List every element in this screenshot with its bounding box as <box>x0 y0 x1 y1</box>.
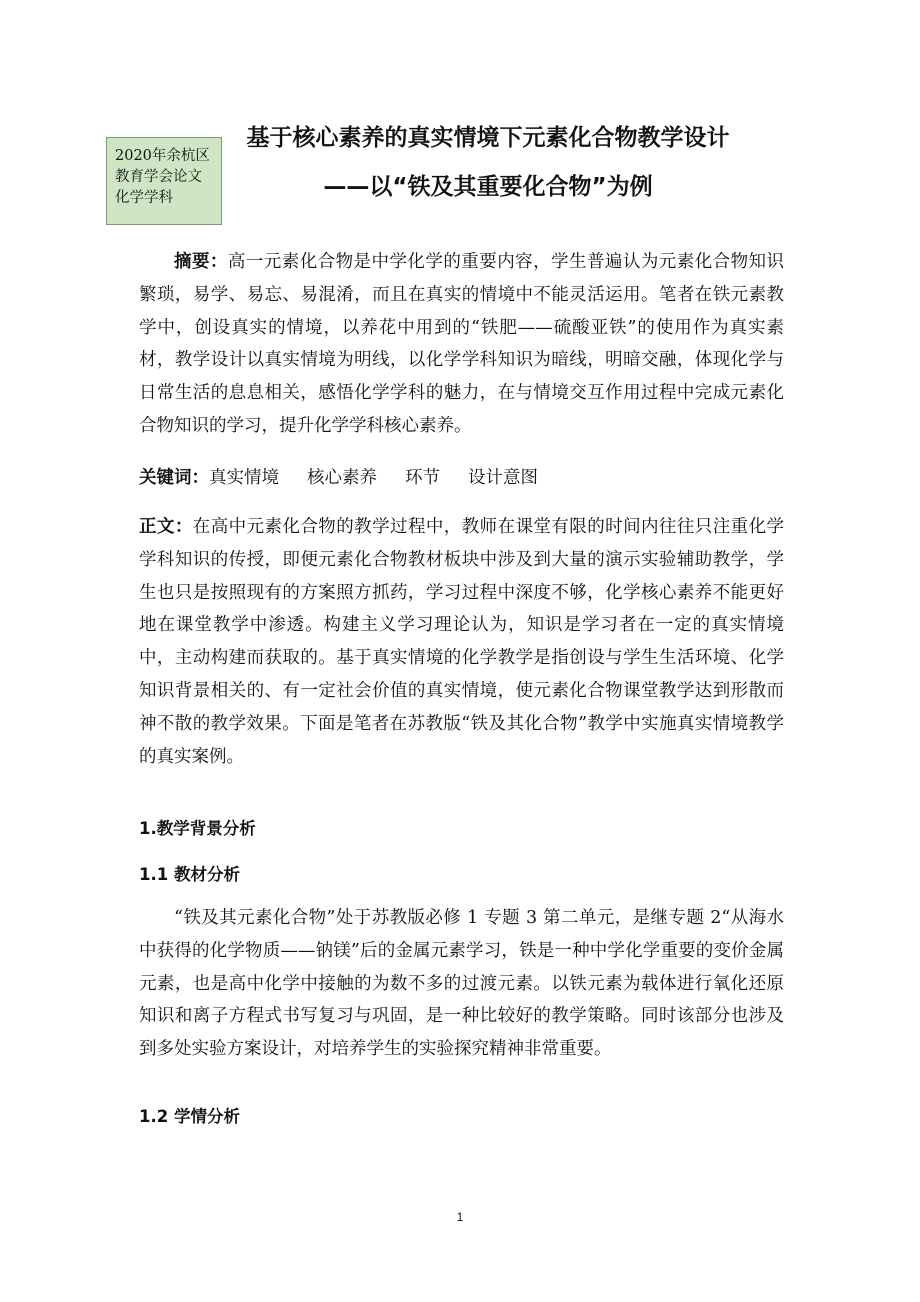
abstract-label: 摘要： <box>174 252 228 272</box>
body-label: 正文： <box>139 517 193 537</box>
body-paragraph <box>139 511 784 773</box>
keywords-line <box>139 462 784 495</box>
keywords-label: 关键词： <box>139 468 209 488</box>
section-heading-1: 1.教学背景分析 <box>139 819 256 838</box>
keyword-item: 核心素养 <box>307 468 377 488</box>
section-heading-1-1: 1.1 教材分析 <box>139 865 240 884</box>
keyword-item: 环节 <box>405 468 440 488</box>
paper-title: 基于核心素养的真实情境下元素化合物教学设计 <box>246 125 730 151</box>
keyword-item: 设计意图 <box>468 468 538 488</box>
section-heading-1-2: 1.2 学情分析 <box>139 1107 240 1126</box>
stamp-line-3: 化学学科 <box>115 190 173 206</box>
paper-subtitle: ——以“铁及其重要化合物”为例 <box>323 174 653 200</box>
keyword-item: 真实情境 <box>209 468 279 488</box>
stamp-line-2: 教育学会论文 <box>115 169 202 185</box>
stamp-line-1: 2020年余杭区 <box>115 148 210 164</box>
page-number: 1 <box>456 1210 464 1224</box>
abstract-text: 高一元素化合物是中学化学的重要内容，学生普遍认为元素化合物知识繁琐，易学、易忘、易混淆，而且在真实的情境中不能灵活运用。笔者在铁元素教学中，创设真实的情境，以养花中用到的“铁肥——硫酸亚铁”的使用作为真实素材，教学设计以真实情境为明线，以化学学科知识为暗线，明暗交融，体现化学与日常生活的息息相关，感悟化学学科的魅力，在与情境交互作用过程中完成元素化合物知识的学习，提升化学学科核心素养。 <box>139 252 785 436</box>
section-1-1-paragraph: “铁及其元素化合物”处于苏教版必修 1 专题 3 第二单元，是继专题 2“从海水中获得的化学物质——钠镁”后的金属元素学习，铁是一种中学化学重要的变价金属元素，也是高中化学中接触的为数不多的过渡元素。以铁元素为载体进行氧化还原知识和离子方程式书写复习与巩固，是一种比较好的教学策略。同时该部分也涉及到多处实验方案设计，对培养学生的实验探究精神非常重要。 <box>139 908 784 1060</box>
abstract-paragraph <box>139 246 784 443</box>
body-text: 在高中元素化合物的教学过程中，教师在课堂有限的时间内往往只注重化学学科知识的传授，即便元素化合物教材板块中涉及到大量的演示实验辅助教学，学生也只是按照现有的方案照方抓药，学习过程中深度不够，化学核心素养不能更好地在课堂教学中渗透。构建主义学习理论认为，知识是学习者在一定的真实情境中，主动构建而获取的。基于真实情境的化学教学是指创设与学生生活环境、化学知识背景相关的、有一定社会价值的真实情境，使元素化合物课堂教学达到形散而神不散的教学效果。下面是笔者在苏教版“铁及其化合物”教学中实施真实情境教学的真实案例。 <box>139 517 785 767</box>
